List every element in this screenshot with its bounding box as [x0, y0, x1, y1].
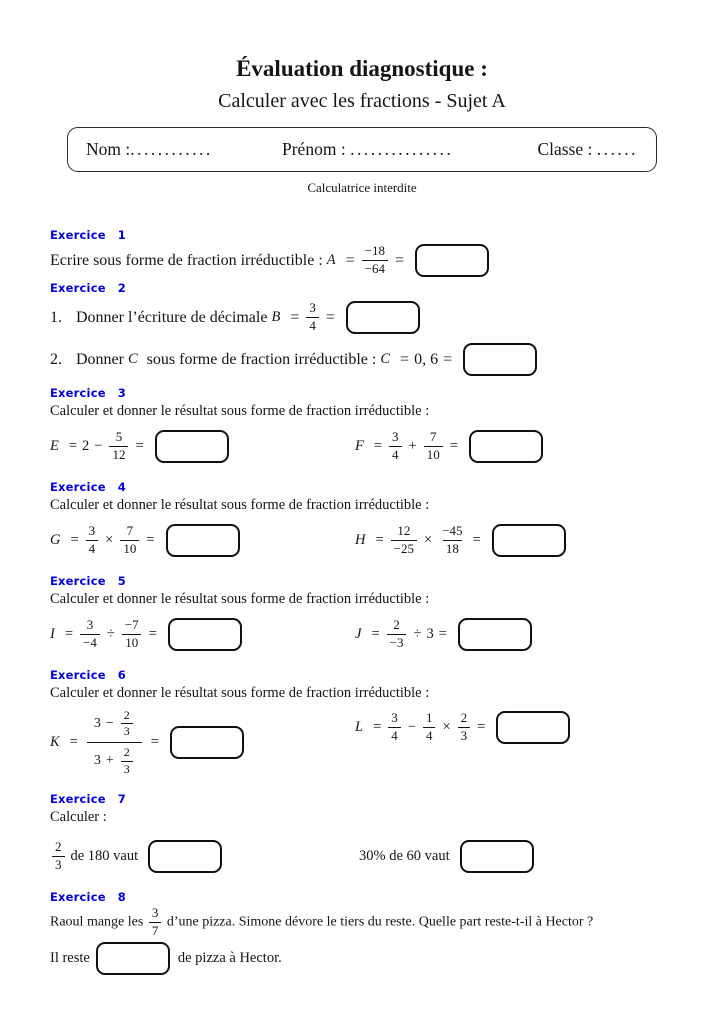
answer-box-c[interactable] — [463, 343, 537, 376]
fraction-2-3 — [121, 746, 133, 777]
equals-sign: = — [449, 438, 458, 455]
prenom-dotted-line[interactable]: ............... — [350, 139, 454, 159]
fraction-denominator: −64 — [362, 260, 388, 277]
fraction-denominator: 4 — [389, 446, 402, 463]
fraction-1-4 — [423, 711, 436, 744]
exercise-7-header — [50, 792, 724, 806]
exercise-number: 5 — [117, 574, 126, 589]
item-2-text-a: Donner — [76, 350, 124, 368]
equals-sign: = — [69, 734, 78, 751]
pizza-hector-text: de pizza à Hector. — [177, 949, 282, 966]
exercise-number: 4 — [117, 480, 126, 495]
answer-box-f[interactable] — [469, 430, 543, 463]
equals-sign: = — [68, 438, 78, 455]
expression-G — [50, 522, 355, 559]
expression-I — [50, 616, 355, 653]
fraction-numerator: 2 — [55, 838, 62, 854]
integer: 2 — [82, 438, 90, 455]
statement-text-b: d’une pizza. Simone dévore le tiers du reste. Quelle part reste-t-il à Hector ? — [166, 914, 594, 930]
fraction-denominator: 4 — [306, 317, 319, 334]
answer-box-l[interactable] — [496, 711, 570, 744]
fraction-denominator: 7 — [149, 922, 162, 939]
classe-dotted-line[interactable]: ...... — [596, 139, 638, 159]
exercise-1-intro: Ecrire sous forme de fraction irréductible : — [50, 251, 323, 269]
fraction-denominator: 12 — [109, 446, 128, 463]
fraction-3-4 — [388, 711, 401, 744]
complex-fraction — [87, 709, 142, 777]
exercise-1-line — [50, 242, 724, 279]
times-operator: × — [424, 532, 433, 549]
fraction-numerator: 3 — [86, 617, 94, 633]
equals-sign: = — [477, 718, 486, 735]
fraction-numerator: 3 — [392, 429, 399, 445]
fraction-numerator: 3 — [391, 709, 398, 725]
expression-E — [50, 428, 355, 465]
fraction-numerator: 7 — [126, 523, 134, 539]
minus-operator: − — [407, 718, 416, 735]
math-var-J: J — [355, 626, 362, 643]
fraction-numerator: 2 — [123, 745, 130, 760]
integer: 3 — [93, 715, 101, 731]
fraction-numerator: 1 — [425, 709, 433, 725]
fraction-denominator: −4 — [80, 634, 100, 651]
exercise-8-statement — [50, 906, 680, 939]
fraction-3-4 — [389, 430, 402, 463]
equals-sign: = — [373, 718, 382, 735]
exercise-6-header — [50, 668, 724, 682]
fraction-minus45-18 — [439, 524, 465, 557]
fraction-2-3 — [458, 711, 471, 744]
minus-operator: − — [94, 438, 103, 455]
exercise-number: 1 — [117, 228, 126, 242]
divide-operator: ÷ — [413, 626, 422, 643]
fraction-numerator: 3 — [309, 300, 316, 316]
expression-H — [355, 522, 566, 559]
exercise-3-instruction: Calculer et donner le résultat sous forme de fraction irréductible : — [50, 403, 430, 419]
fraction-2-3 — [52, 840, 65, 873]
fraction-2-3 — [121, 709, 133, 740]
expression-K — [50, 709, 355, 777]
answer-box-k[interactable] — [170, 726, 244, 759]
exercise-2-header — [50, 281, 724, 295]
identity-box — [67, 127, 657, 172]
complex-denominator — [87, 742, 142, 777]
expression-30-percent-of-60 — [355, 838, 534, 875]
fraction-denominator: 3 — [121, 723, 133, 739]
exercise-8-answer-line — [50, 939, 724, 978]
fraction-numerator: 2 — [123, 707, 130, 722]
fraction-numerator: 7 — [429, 429, 437, 445]
fraction-denominator: 3 — [52, 856, 65, 873]
equals-sign: = — [373, 438, 383, 455]
fraction-denominator: 10 — [120, 540, 139, 557]
prenom-field[interactable] — [282, 139, 537, 160]
nom-field[interactable] — [86, 139, 282, 160]
classe-label: Classe : — [537, 139, 597, 159]
fraction-denominator: 18 — [443, 540, 462, 557]
exercise-8-header — [50, 890, 724, 904]
exercise-2-item-2 — [50, 341, 724, 378]
answer-box-a[interactable] — [415, 244, 489, 277]
fraction-numerator: 2 — [460, 709, 468, 725]
fraction-12-minus25 — [391, 524, 417, 557]
fraction-minus18-minus64 — [362, 244, 388, 277]
equals-sign: = — [395, 251, 405, 269]
percent-text: 30% de 60 vaut — [359, 847, 450, 864]
fraction-denominator: 4 — [423, 727, 436, 744]
of-180-text: de 180 vaut — [70, 847, 139, 864]
answer-box-180[interactable] — [148, 840, 222, 873]
equals-sign: = — [135, 438, 144, 455]
page-subtitle: Calculer avec les fractions - Sujet A — [218, 90, 506, 112]
exercise-5-header — [50, 574, 724, 588]
answer-box-e[interactable] — [155, 430, 229, 463]
plus-operator: + — [105, 753, 114, 769]
exercise-3-header — [50, 386, 724, 400]
divide-operator: ÷ — [106, 626, 115, 643]
exercise-number: 8 — [117, 889, 126, 904]
exercise-label: Exercice — [50, 574, 106, 589]
integer: 3 — [426, 626, 434, 643]
complex-numerator — [87, 709, 142, 743]
fraction-denominator: 3 — [458, 727, 471, 744]
item-1-text: Donner l’écriture de décimale — [76, 308, 268, 326]
fraction-2-minus3 — [387, 618, 407, 651]
math-var-B: B — [271, 309, 281, 325]
equals-sign: = — [325, 308, 335, 326]
fraction-numerator: 3 — [88, 523, 96, 539]
exercise-1-header — [50, 228, 724, 242]
answer-box-percent[interactable] — [460, 840, 534, 873]
math-var-L: L — [355, 718, 364, 735]
exercise-5-instruction: Calculer et donner le résultat sous forme de fraction irréductible : — [50, 591, 430, 608]
exercise-label: Exercice — [50, 228, 106, 242]
equals-sign: = — [150, 734, 159, 751]
exercise-3-row — [50, 428, 724, 465]
calculator-notice: Calculatrice interdite — [307, 180, 417, 195]
equals-sign: = — [371, 626, 380, 643]
statement-text-a: Raoul mange les — [50, 914, 144, 930]
exercise-4-row — [50, 522, 724, 559]
equals-sign: = — [64, 626, 74, 643]
fraction-denominator: 3 — [121, 761, 133, 777]
fraction-minus7-10 — [122, 618, 142, 651]
fraction-denominator: −3 — [387, 634, 407, 651]
equals-sign: = — [472, 532, 481, 549]
exercise-7-row — [50, 838, 724, 875]
plus-operator: + — [408, 438, 417, 455]
exercise-6-instruction: Calculer et donner le résultat sous forme de fraction irréductible : — [50, 685, 430, 702]
fraction-3-minus4 — [80, 618, 100, 651]
exercise-label: Exercice — [50, 386, 106, 400]
nom-dotted-line[interactable]: ............ — [130, 139, 213, 159]
decimal-value: 0, 6 — [414, 350, 439, 368]
equals-sign: = — [345, 251, 355, 269]
integer: 3 — [93, 753, 101, 769]
math-var-K: K — [50, 734, 60, 751]
answer-box-h[interactable] — [492, 524, 566, 557]
exercise-4-instruction: Calculer et donner le résultat sous forme de fraction irréductible : — [50, 497, 430, 514]
equals-sign: = — [443, 350, 453, 368]
equals-sign: = — [375, 532, 384, 549]
exercise-4-header — [50, 480, 724, 494]
equals-sign: = — [400, 350, 410, 368]
answer-box-g[interactable] — [166, 524, 240, 557]
fraction-denominator: −25 — [391, 540, 417, 557]
answer-box-b[interactable] — [346, 301, 420, 334]
expression-F — [355, 428, 543, 465]
exercise-5-row — [50, 616, 724, 653]
fraction-7-10 — [424, 430, 443, 463]
exercise-label: Exercice — [50, 480, 106, 495]
fraction-numerator: −45 — [442, 523, 463, 539]
fraction-numerator: −18 — [364, 243, 386, 259]
equals-sign: = — [70, 532, 79, 549]
expression-J — [355, 616, 532, 653]
expression-two-thirds-of-180 — [50, 838, 355, 875]
fraction-numerator: 12 — [397, 523, 411, 539]
math-var-C: C — [380, 351, 391, 367]
exercise-label: Exercice — [50, 889, 106, 904]
fraction-5-12 — [109, 430, 128, 463]
math-var-C: C — [127, 351, 138, 367]
equals-sign: = — [290, 308, 300, 326]
equals-sign: = — [146, 532, 155, 549]
math-var-I: I — [50, 626, 55, 643]
fraction-denominator: 4 — [388, 727, 401, 744]
expression-L — [355, 709, 570, 746]
exercise-label: Exercice — [50, 281, 106, 295]
fraction-numerator: −7 — [124, 617, 139, 633]
times-operator: × — [105, 532, 114, 549]
math-var-F: F — [355, 438, 364, 455]
il-reste-text: Il reste — [50, 949, 90, 966]
item-2-text-b: sous forme de fraction irréductible : — [146, 350, 377, 368]
classe-field[interactable] — [537, 139, 638, 160]
exercise-number: 3 — [117, 386, 126, 400]
fraction-3-4 — [306, 301, 319, 334]
fraction-denominator: 4 — [86, 540, 99, 557]
math-var-E: E — [50, 438, 59, 455]
times-operator: × — [442, 718, 451, 735]
exercise-label: Exercice — [50, 791, 106, 806]
exercise-number: 6 — [117, 668, 126, 683]
fraction-3-7 — [149, 906, 162, 939]
math-var-A: A — [326, 252, 336, 268]
fraction-3-4 — [86, 524, 99, 557]
answer-box-i[interactable] — [168, 618, 242, 651]
item-marker: 2. — [50, 350, 62, 368]
fraction-numerator: 5 — [115, 429, 123, 445]
math-var-G: G — [50, 532, 61, 549]
minus-operator: − — [105, 715, 114, 731]
exercise-7-intro: Calculer : — [50, 808, 107, 825]
math-var-H: H — [355, 532, 366, 549]
exercise-number: 7 — [117, 791, 126, 806]
equals-sign: = — [148, 626, 157, 643]
answer-box-pizza[interactable] — [96, 942, 170, 975]
fraction-denominator: 10 — [122, 634, 141, 651]
exercise-label: Exercice — [50, 668, 106, 683]
item-marker: 1. — [50, 308, 62, 326]
fraction-denominator: 10 — [424, 446, 443, 463]
page-title: Évaluation diagnostique : — [236, 56, 488, 81]
equals-sign: = — [438, 626, 447, 643]
exercise-2-item-1 — [50, 299, 724, 336]
fraction-numerator: 2 — [393, 617, 400, 633]
prenom-label: Prénom : — [282, 139, 351, 159]
nom-label: Nom : — [86, 139, 131, 159]
answer-box-j[interactable] — [458, 618, 532, 651]
exercise-6-row — [50, 709, 724, 777]
exercise-number: 2 — [117, 281, 126, 295]
fraction-numerator: 3 — [151, 904, 159, 920]
fraction-7-10 — [120, 524, 139, 557]
